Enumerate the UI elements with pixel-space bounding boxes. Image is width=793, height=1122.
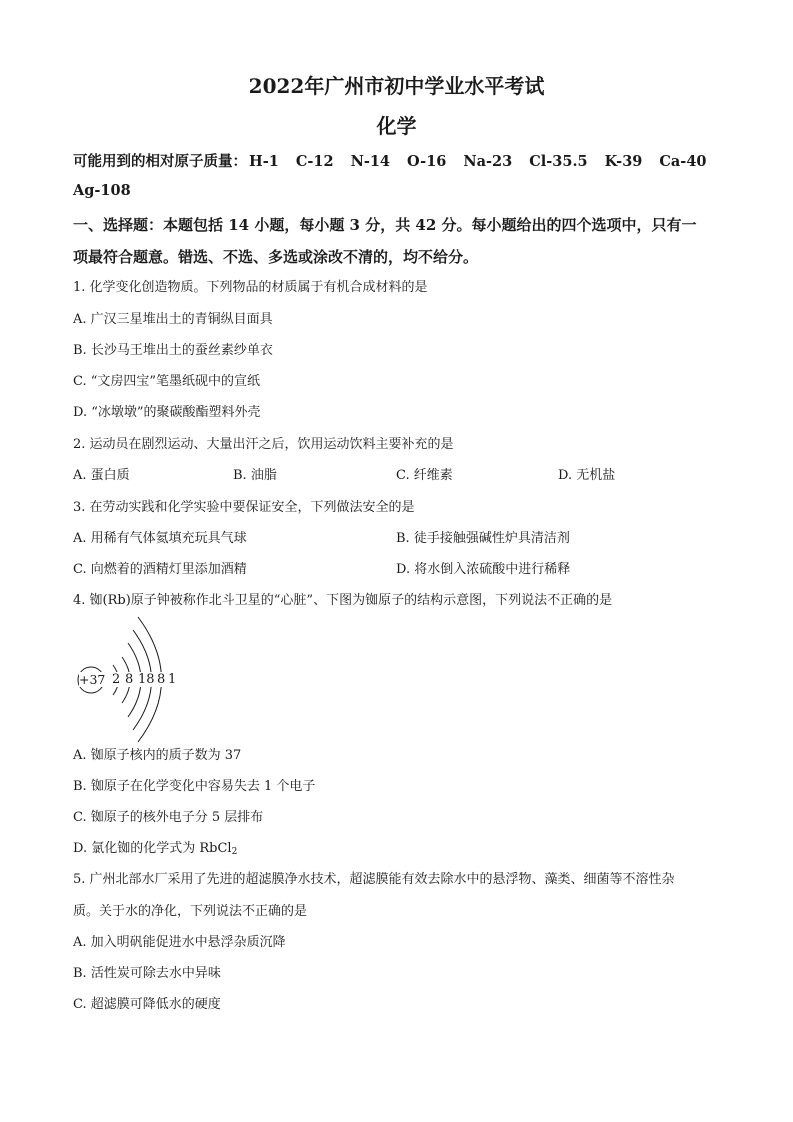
atomic-mass-item: Cl-35.5: [529, 153, 588, 170]
question-2-option-a: A. 蛋白质: [73, 468, 130, 483]
question-5-option-a: A. 加入明矾能促进水中悬浮杂质沉降: [73, 935, 286, 950]
question-1-stem: 1. 化学变化创造物质。下列物品的材质属于有机合成材料的是: [73, 280, 428, 295]
question-2-option-c: C. 纤维素: [396, 468, 453, 483]
question-2-stem: 2. 运动员在剧烈运动、大量出汗之后，饮用运动饮料主要补充的是: [73, 437, 454, 452]
question-4-option-a: A. 铷原子核内的质子数为 37: [73, 748, 242, 763]
atomic-mass-item: O-16: [407, 153, 447, 170]
question-4-stem: 4. 铷(Rb)原子钟被称作北斗卫星的“心脏”、下图为铷原子的结构示意图，下列说法不正确的是: [73, 593, 613, 608]
atomic-masses-label: 可能用到的相对原子质量：: [73, 153, 247, 170]
atomic-mass-item: H-1: [249, 153, 279, 170]
shell-2-electrons: 8: [125, 672, 134, 687]
rubidium-atom-structure-diagram: [72, 610, 182, 745]
atomic-masses-line: [73, 150, 724, 171]
atomic-mass-item: K-39: [604, 153, 643, 170]
question-1-option-b: B. 长沙马王堆出土的蚕丝素纱单衣: [73, 343, 273, 358]
atom-nucleus-label: +37: [79, 672, 106, 687]
atomic-mass-item: C-12: [295, 153, 334, 170]
shell-4-electrons: 8: [157, 672, 166, 687]
question-3-option-b: B. 徒手接触强碱性炉具清洁剂: [396, 531, 570, 546]
section-instructions-line2: 项最符合题意。错选、不选、多选或涂改不清的，均不给分。: [73, 248, 479, 266]
question-2-option-b: B. 油脂: [233, 468, 277, 483]
question-5-stem-line1: 5. 广州北部水厂采用了先进的超滤膜净水技术，超滤膜能有效去除水中的悬浮物、藻类、细菌等不溶性杂: [73, 872, 675, 887]
shell-5-electrons: 1: [168, 672, 177, 687]
atomic-mass-item: Na-23: [463, 153, 513, 170]
exam-subject: 化学: [376, 114, 417, 138]
question-1-option-c: C. “文房四宝”笔墨纸砚中的宣纸: [73, 374, 261, 389]
question-3-option-d: D. 将水倒入浓硫酸中进行稀释: [396, 562, 571, 577]
question-4-option-d: [73, 837, 237, 857]
question-4-option-b: B. 铷原子在化学变化中容易失去 1 个电子: [73, 779, 316, 794]
question-2-option-d: D. 无机盐: [558, 468, 616, 483]
atomic-mass-item: Ca-40: [659, 153, 707, 170]
question-5-option-c: C. 超滤膜可降低水的硬度: [73, 997, 221, 1012]
question-1-option-a: A. 广汉三星堆出土的青铜纵目面具: [73, 312, 273, 327]
question-3-option-c: C. 向燃着的酒精灯里添加酒精: [73, 562, 247, 577]
question-5-option-b: B. 活性炭可除去水中异味: [73, 966, 221, 981]
atomic-mass-item-wrap: Ag-108: [73, 182, 131, 199]
question-5-stem-line2: 质。关于水的净化，下列说法不正确的是: [73, 904, 308, 919]
question-4-option-d-text: D. 氯化铷的化学式为 RbCl: [73, 841, 232, 856]
shell-1-electrons: 2: [112, 672, 121, 687]
subscript-2: 2: [231, 847, 238, 857]
question-4-option-c: C. 铷原子的核外电子分 5 层排布: [73, 810, 264, 825]
shell-3-electrons: 18: [138, 672, 155, 687]
atomic-mass-item: N-14: [350, 153, 391, 170]
exam-title: 2022年广州市初中学业水平考试: [248, 74, 545, 98]
question-1-option-d: D. “冰墩墩”的聚碳酸酯塑料外壳: [73, 405, 261, 420]
question-3-stem: 3. 在劳动实践和化学实验中要保证安全，下列做法安全的是: [73, 500, 415, 515]
section-instructions-line1: 一、选择题：本题包括 14 小题，每小题 3 分，共 42 分。每小题给出的四个选项中，只有一: [73, 216, 697, 234]
question-3-option-a: A. 用稀有气体氦填充玩具气球: [73, 531, 247, 546]
